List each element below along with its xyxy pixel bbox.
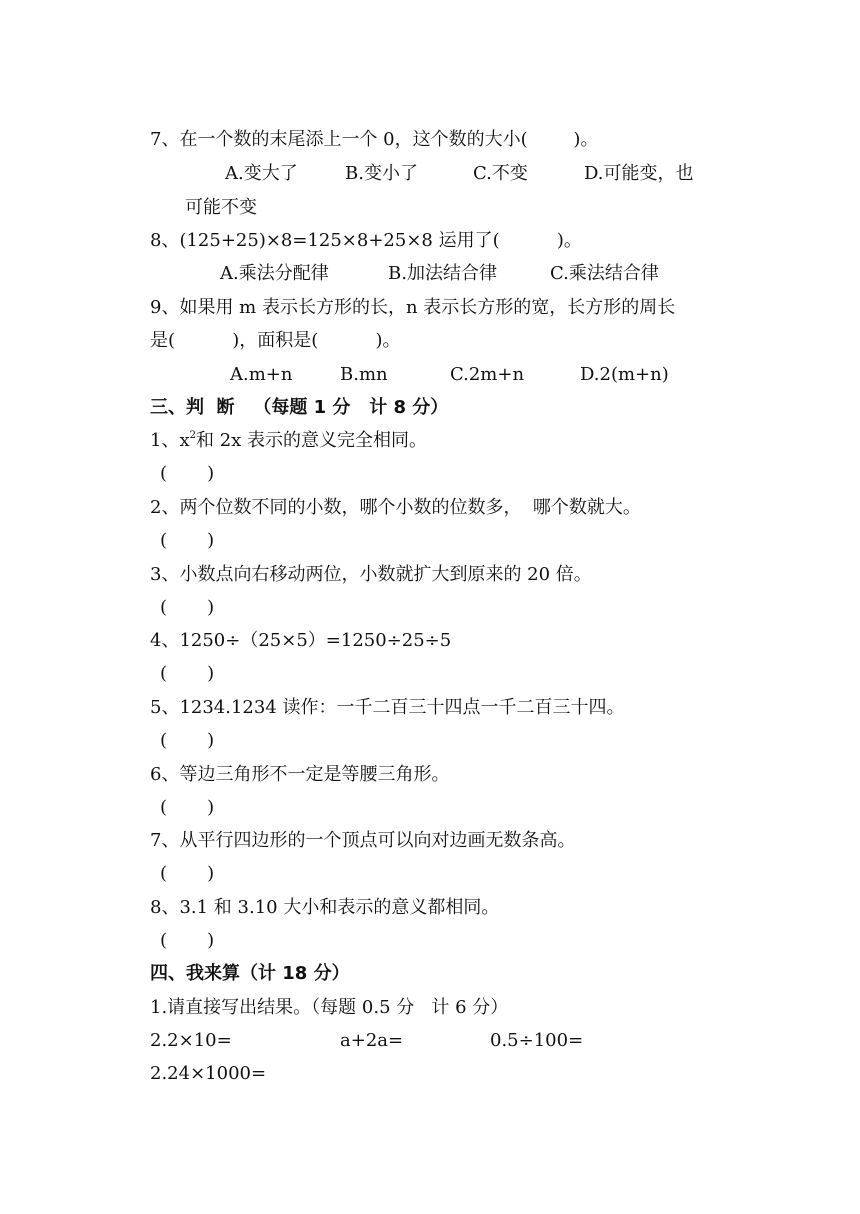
mc-q9-option-a: A.m+n [230,364,293,385]
mc-q9-option-c: C.2m+n [450,364,525,385]
judge-item-1-pre: 1、x [150,430,190,451]
mc-q9-stem-cont: 是( )，面积是( )。 [150,330,401,351]
judge-answer-blank-1[interactable]: ( ) [160,463,215,484]
mc-q8-option-a: A.乘法分配律 [220,263,329,284]
judge-answer-blank-7[interactable]: ( ) [160,863,215,884]
calc-problem: 0.5÷100= [490,1030,584,1051]
judge-item-1-superscript: 2 [189,430,196,441]
judge-item-4: 4、1250÷（25×5）=1250÷25÷5 [150,630,452,651]
judge-item-1-post: 和 2x 表示的意义完全相同。 [195,430,428,451]
judge-item-8: 8、3.1 和 3.10 大小和表示的意义都相同。 [150,897,500,918]
mc-q8-stem: 8、(125+25)×8=125×8+25×8 运用了( )。 [150,230,582,251]
mc-q7-stem: 7、在一个数的末尾添上一个 0，这个数的大小( )。 [150,129,599,150]
judge-answer-blank-2[interactable]: ( ) [160,530,215,551]
judge-item-6: 6、等边三角形不一定是等腰三角形。 [150,764,450,785]
mc-q9-stem: 9、如果用 m 表示长方形的长，n 表示长方形的宽，长方形的周长 [150,297,676,318]
judge-answer-blank-8[interactable]: ( ) [160,930,215,951]
judge-item-2: 2、两个位数不同的小数，哪个小数的位数多， 哪个数就大。 [150,497,641,518]
calc-problem: 2.2×10= [150,1030,232,1051]
calc-section-heading: 四、我来算（计 18 分） [150,963,350,984]
judge-item-5: 5、1234.1234 读作：一千二百三十四点一千二百三十四。 [150,697,625,718]
judge-answer-blank-6[interactable]: ( ) [160,797,215,818]
judge-section-heading: 三、判 断 （每题 1 分 计 8 分） [150,397,449,418]
calc-problem: a+2a= [340,1030,404,1051]
mc-q7-option-b: B.变小了 [345,163,418,184]
mc-q7-option-d-cont: 可能不变 [185,197,257,218]
judge-answer-blank-4[interactable]: ( ) [160,663,215,684]
judge-item-7: 7、从平行四边形的一个顶点可以向对边画无数条高。 [150,830,576,851]
mc-q7-option-d: D.可能变，也 [584,163,694,184]
mc-q7-option-c: C.不变 [473,163,528,184]
mc-q8-option-b: B.加法结合律 [388,263,497,284]
mc-q9-option-b: B.mn [340,364,388,385]
mc-q7-option-a: A.变大了 [225,163,298,184]
judge-answer-blank-3[interactable]: ( ) [160,597,215,618]
calc-subheading-1: 1.请直接写出结果。（每题 0.5 分 计 6 分） [150,997,509,1018]
mc-q8-option-c: C.乘法结合律 [550,263,659,284]
judge-item-3: 3、小数点向右移动两位，小数就扩大到原来的 20 倍。 [150,564,592,585]
calc-problem: 2.24×1000= [150,1063,267,1084]
judge-answer-blank-5[interactable]: ( ) [160,730,215,751]
judge-item-1 [150,429,427,453]
mc-q9-option-d: D.2(m+n) [580,364,669,385]
